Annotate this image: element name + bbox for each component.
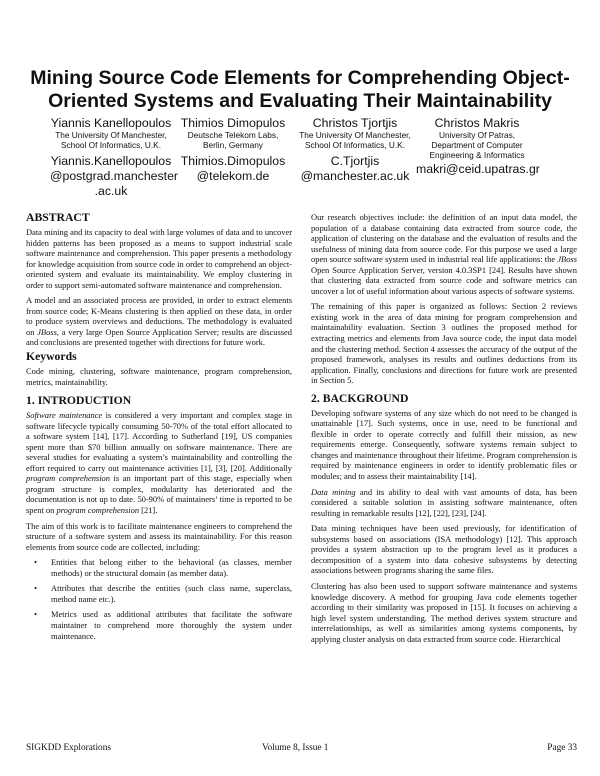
email-part: @postgrad.manchester xyxy=(50,169,179,183)
bullet-icon: • xyxy=(34,609,37,620)
email-part: Yiannis.Kanellopoulos xyxy=(50,154,172,168)
email-part: Thimios.Dimopulos xyxy=(180,154,286,168)
author-affiliation: Berlin, Germany xyxy=(203,140,263,150)
footer-page: Page 33 xyxy=(547,743,577,753)
text: Our research objectives include: the definition of an input data model, the population of a database containing data extracted from source code, the application of clustering on the database and the evaluation of results and the usefulness of mining data from source code. For this purpose we used a large open source software system used in industrial real life applications: the xyxy=(311,212,577,265)
email-part: .ac.uk xyxy=(94,184,128,198)
emphasis: Data mining xyxy=(311,486,356,497)
author-name: Yiannis Kanellopoulos xyxy=(50,116,172,130)
intro-paragraph xyxy=(311,212,577,296)
author-affiliation: School Of Informatics, U.K. xyxy=(304,140,406,150)
list-item-text: Attributes that describe the entities (such class name, superclass, method name etc.). xyxy=(51,583,292,604)
author-email xyxy=(50,154,179,199)
abstract-heading: ABSTRACT xyxy=(26,211,90,224)
intro-paragraph: The aim of this work is to facilitate maintenance engineers to comprehend the structure of a software system and assess its maintainability. For this reason elements from source code are collected, including: xyxy=(26,520,292,552)
text: and its ability to deal with vast amounts of data, has been considered a suitable solution in assisting software maintenance, often resulting in remarkable results [12], [22], [23], [24]. xyxy=(311,486,577,518)
intro-paragraph: The remaining of this paper is organized as follows: Section 2 reviews existing work in the area of data mining for program comprehension and maintainability evaluation. Section 3 outlines the proposed method for extracting metrics and elements from Java source code, the input data model and the clustering method. Section 4 assesses the accuracy of the output of the proposed framework, analyses its results and outlines deductions from its application. Finally, conclusions and directions for future work are presented in Section 5. xyxy=(311,301,577,386)
author-block xyxy=(294,116,416,199)
footer-journal: SIGKDD Explorations xyxy=(26,743,111,753)
author-name: Christos Makris xyxy=(434,116,520,130)
footer-volume: Volume 8, Issue 1 xyxy=(262,743,329,753)
author-email xyxy=(294,154,416,184)
title-line: Mining Source Code Elements for Comprehending Object- xyxy=(30,67,570,89)
email-part: @telekom.de xyxy=(196,169,270,183)
bullet-icon: • xyxy=(34,557,37,568)
author-affiliation: The University Of Manchester, xyxy=(299,130,411,140)
background-paragraph: Developing software systems of any size which do not need to be changed is unattainable [17]. Such systems, once in use, need to be functional and flexible in order to operate correctly and fulfill their mission, as new requirements emerge. Consequently, software systems remain subject to changes and maintenance throughout their lifetime. Program comprehension is required by maintenance engineers in order to identify problematic files or modules; and to assess their maintainability [14]. xyxy=(311,407,577,482)
author-affiliation: School Of Informatics, U.K. xyxy=(60,140,162,150)
intro-paragraph xyxy=(26,410,292,515)
emphasis: JBoss xyxy=(37,326,57,337)
emphasis: JBoss xyxy=(557,254,577,265)
list-item xyxy=(26,583,292,604)
list-item xyxy=(26,557,292,578)
list-item-text: Entities that belong either to the behavioral (as classes, member methods) or the structural domain (as member data). xyxy=(51,557,292,578)
text: is an important part of this stage, especially when program structure is complex, modularity has deteriorated and the documentation is not up to date. 50-90% of maintainers’ time is reported to be spent on xyxy=(26,473,292,516)
title-line: Oriented Systems and Evaluating Their Maintainability xyxy=(48,90,552,112)
text: is considered a very important and complex stage in software lifecycle typically consuming 50-70% of the total effort allocated to a software system [14], [17]. According to Sutherland [19], US companies spent more than $70 billion annually on software maintenance. There are several studies for evaluating a system’s maintainability and controlling the effort required to carry out maintenance activities [1], [3], [20]. Additionally xyxy=(26,410,292,473)
background-paragraph: Clustering has also been used to support software maintenance and systems knowledge discovery. A method for grouping Java code elements together according to their similarity was proposed in [15]. It focuses on achieving a high level system understanding. The method derives system structure and interrelationships, as well as similarities among systems components, by applying cluster analysis on data extracted from source code. Hierarchical xyxy=(311,580,577,644)
text: , a very large Open Source Application Server; results are discussed and conclusions are presented together with directions for future work. xyxy=(26,326,292,348)
author-affiliation: Department of Computer xyxy=(431,140,523,150)
list-item-text: Metrics used as additional attributes that facilitate the software maintainer to comprehend more thoroughly the system under maintenance. xyxy=(51,609,292,641)
right-column xyxy=(311,212,577,649)
author-email xyxy=(172,154,294,184)
author-block xyxy=(416,116,538,199)
keywords-heading: Keywords xyxy=(26,350,77,364)
left-column xyxy=(26,211,292,646)
author-affiliation: The University Of Manchester, xyxy=(55,130,167,140)
text: Open Source Application Server, version 4.0.3SP1 [24]. Results have shown that clustering data extracted from source code and software metrics can uncover a lot of useful information about various aspects of software systems. xyxy=(311,264,577,296)
text: A model and an associated process are provided, in order to extract elements from source code; K-Means clustering is then applied on these data, in order to produce system overviews and deductions. The methodology is evaluated on xyxy=(26,295,292,337)
paper-title xyxy=(20,67,580,113)
background-paragraph: Data mining techniques have been used previously, for identification of subsystems based on associations (ISA methodology) [12]. This approach provides a system abstraction up to the program level as it produces a decomposition of a system into data cohesive subsystems by detecting associations between programs sharing the same files. xyxy=(311,523,577,576)
abstract-paragraph xyxy=(26,295,292,348)
author-affiliation: Deutsche Telekom Labs, xyxy=(187,130,279,140)
introduction-heading: 1. INTRODUCTION xyxy=(26,394,132,408)
author-name: Christos Tjortjis xyxy=(312,116,398,130)
background-heading: 2. BACKGROUND xyxy=(311,391,409,405)
element-list xyxy=(26,557,292,641)
author-block xyxy=(50,116,179,199)
author-affiliation: Engineering & Informatics xyxy=(429,150,525,160)
emphasis: program comprehension xyxy=(26,473,110,484)
bullet-icon: • xyxy=(34,583,37,594)
author-email: makri@ceid.upatras.gr xyxy=(416,162,540,176)
text: [21]. xyxy=(139,505,158,516)
email-part: @manchester.ac.uk xyxy=(300,169,410,183)
author-affiliation: University Of Patras, xyxy=(438,130,516,140)
author-list xyxy=(50,116,540,199)
background-paragraph xyxy=(311,487,577,519)
emphasis: program comprehension xyxy=(56,505,140,516)
email-part: C.Tjortjis xyxy=(330,154,380,168)
author-name: Thimios Dimopulos xyxy=(180,116,286,130)
emphasis: Software maintenance xyxy=(26,410,103,421)
keywords-text: Code mining, clustering, software maintenance, program comprehension, metrics, maintainability. xyxy=(26,366,292,387)
list-item xyxy=(26,609,292,641)
author-block xyxy=(172,116,294,199)
abstract-paragraph: Data mining and its capacity to deal with large volumes of data and to uncover hidden patterns has been proposed as a means to support industrial scale software maintenance and comprehension. This paper presents a methodology for knowledge acquisition from source code in order to comprehend an object-oriented system and evaluate its maintainability. We employ clustering in order to support semi-automated software maintenance and comprehension. xyxy=(26,227,292,290)
